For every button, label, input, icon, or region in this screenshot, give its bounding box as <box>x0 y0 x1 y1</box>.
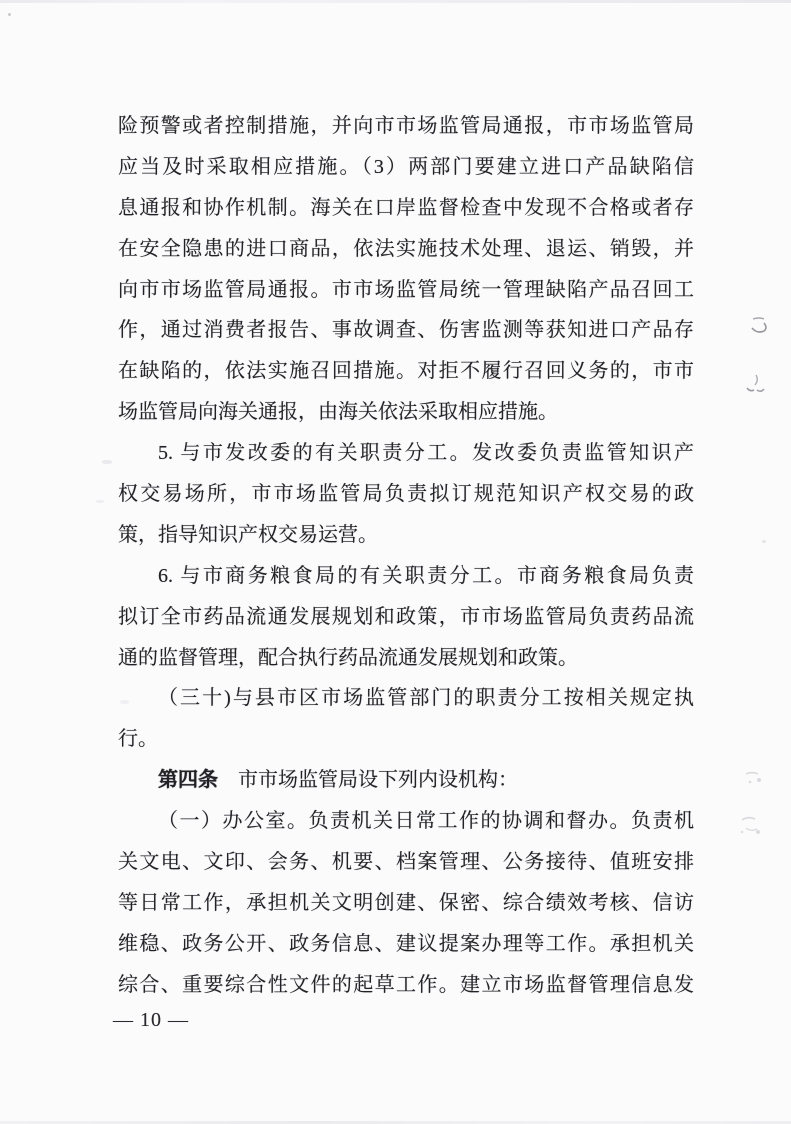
text-line: 等日常工作，承担机关文明创建、保密、综合绩效考核、信访 <box>118 891 694 914</box>
article-number-bold: 第四条 <box>158 769 218 792</box>
text-line: 通的监督管理，配合执行药品流通发展规划和政策。 <box>118 646 578 669</box>
paper-speck <box>96 500 104 503</box>
text-line: 在缺陷的，依法实施召回措施。对拒不履行召回义务的，市市 <box>118 360 694 383</box>
text-line: 险预警或者控制措施，并向市市场监管局通报，市市场监管局 <box>118 115 694 137</box>
text-line: 6. 与市商务粮食局的有关职责分工。市商务粮食局负责 <box>158 564 694 587</box>
scan-smudge <box>744 370 766 396</box>
text-line: （一）办公室。负责机关日常工作的协调和督办。负责机 <box>158 810 694 833</box>
text-line: 作，通过消费者报告、事故调查、伤害监测等获知进口产品存 <box>118 319 694 342</box>
text-line: 5. 与市发改委的有关职责分工。发改委负责监管知识产 <box>158 442 694 465</box>
paper-speck <box>102 460 112 464</box>
paper-speck <box>762 540 766 543</box>
text-line: 应当及时采取相应措施。（3）两部门要建立进口产品缺陷信 <box>118 155 694 178</box>
article-heading-text: 市市场监管局设下列内设机构： <box>238 769 518 792</box>
text-line: 关文电、文印、会务、机要、档案管理、公务接待、值班安排 <box>118 851 694 874</box>
text-line: 权交易场所，市市场监管局负责拟订规范知识产权交易的政 <box>118 483 694 506</box>
scan-smudge <box>748 315 768 339</box>
text-line: 综合、重要综合性文件的起草工作。建立市场监督管理信息发 <box>118 973 694 996</box>
text-line: 场监管局向海关通报，由海关依法采取相应措施。 <box>118 401 558 424</box>
text-line: 拟订全市药品流通发展规划和政策，市市场监管局负责药品流 <box>118 605 694 628</box>
text-line: 行。 <box>118 728 158 751</box>
page-number: — 10 — <box>113 1009 189 1031</box>
scan-smudge <box>736 810 768 840</box>
text-line: 维稳、政务公开、政务信息、建议提案办理等工作。承担机关 <box>118 932 694 955</box>
scan-smudge <box>742 768 768 790</box>
text-line: 向市市场监管局通报。市市场监管局统一管理缺陷产品召回工 <box>118 278 694 301</box>
article-heading-line <box>118 760 694 801</box>
text-line: 在安全隐患的进口商品，依法实施技术处理、退运、销毁，并 <box>118 237 694 260</box>
text-line: 息通报和协作机制。海关在口岸监督检查中发现不合格或者存 <box>118 196 694 219</box>
paper-speck <box>8 13 11 16</box>
scan-edge-top <box>0 0 791 3</box>
document-body <box>118 106 694 1006</box>
text-line: （三十)与县市区市场监管部门的职责分工按相关规定执 <box>158 687 694 710</box>
text-line: 策，指导知识产权交易运营。 <box>118 523 378 546</box>
